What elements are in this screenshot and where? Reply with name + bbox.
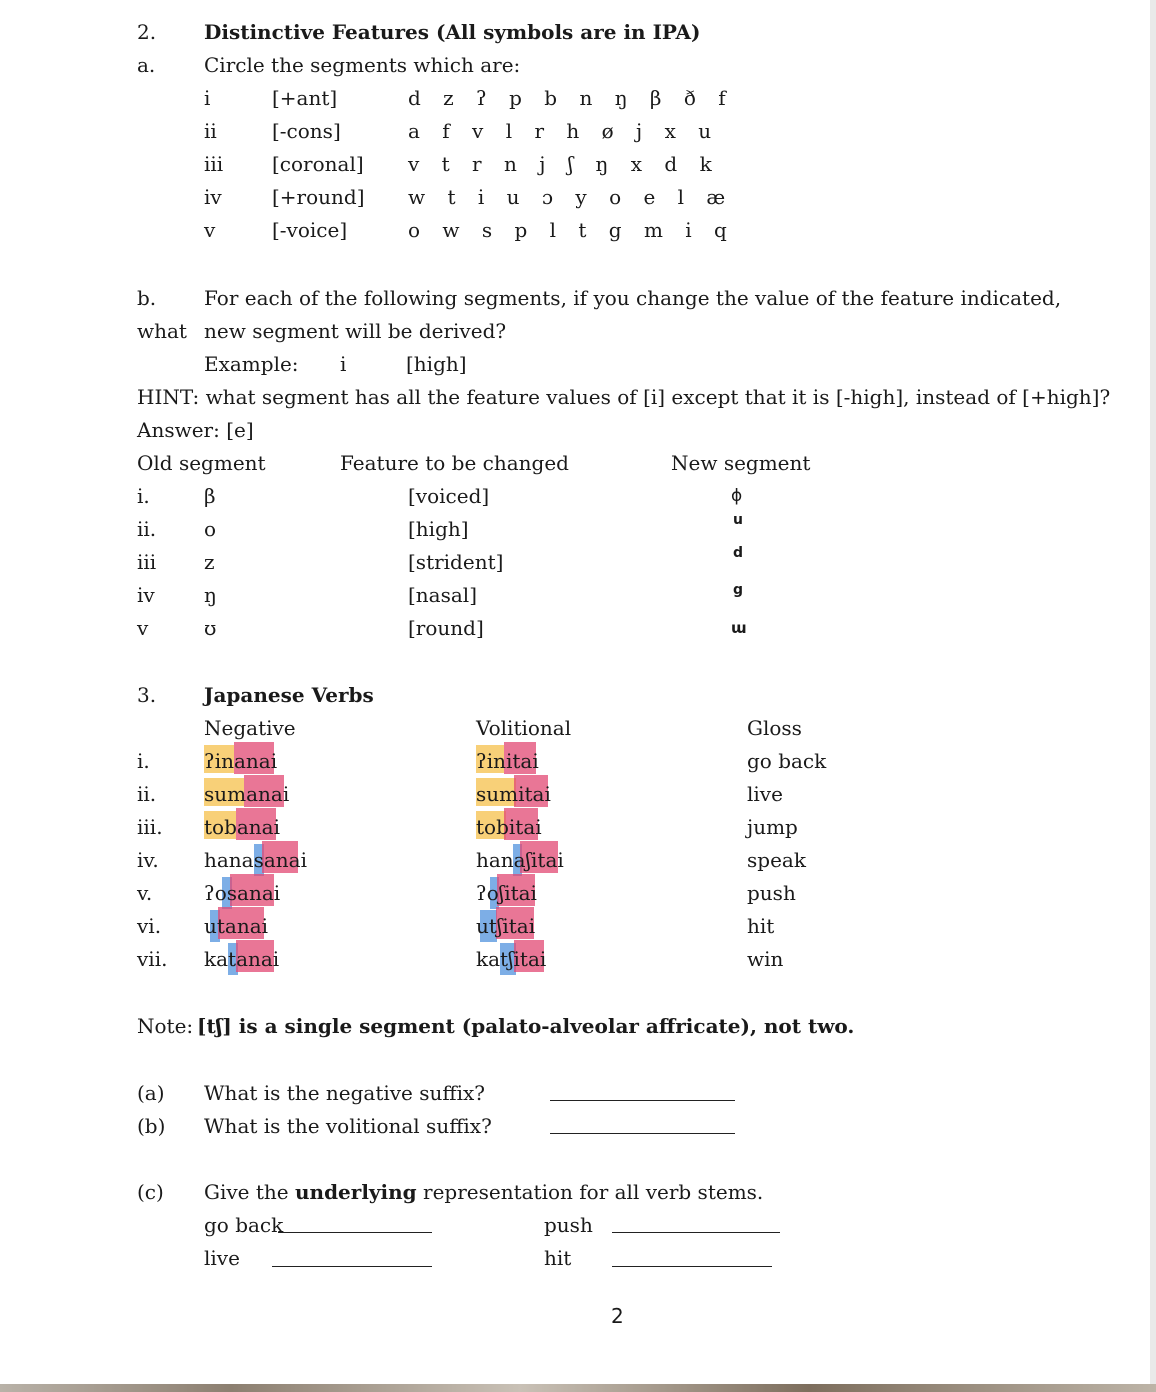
part-label: a.: [137, 53, 156, 77]
answer-blank-volitional-suffix[interactable]: [550, 1133, 735, 1134]
part-label: b.: [137, 286, 157, 310]
section-title: Distinctive Features (All symbols are in IPA): [204, 20, 701, 44]
row-number: vi.: [137, 914, 162, 938]
gloss: hit: [747, 914, 775, 938]
volitional-form: hanaʃitai: [476, 848, 564, 872]
question-number: 3.: [137, 683, 157, 707]
negative-form: ʔinanai: [204, 749, 278, 773]
negative-form: tobanai: [204, 815, 281, 839]
gloss: live: [747, 782, 783, 806]
row-number: i: [204, 86, 211, 110]
column-header-volitional: Volitional: [476, 716, 572, 740]
row-number: iv.: [137, 848, 159, 872]
instruction-text: For each of the following segments, if you change the value of the feature indicated,: [204, 286, 1062, 310]
feature-label: [-voice]: [272, 218, 348, 242]
segment-list[interactable]: d z ʔ p b n ŋ β ð f: [408, 86, 734, 110]
feature-changed: [round]: [408, 616, 484, 640]
desk-background-strip: [0, 1384, 1156, 1392]
example-segment: i: [340, 352, 347, 376]
question-number: 2.: [137, 20, 157, 44]
answer-blank-hit[interactable]: [612, 1266, 772, 1267]
instruction-text: what: [137, 319, 187, 343]
gloss: go back: [747, 749, 827, 773]
question-text: What is the volitional suffix?: [204, 1114, 492, 1138]
row-number: v: [204, 218, 216, 242]
row-number: v.: [137, 881, 153, 905]
row-number: ii.: [137, 517, 157, 541]
gloss: push: [747, 881, 796, 905]
column-header-new-segment: New segment: [671, 451, 811, 475]
feature-changed: [strident]: [408, 550, 504, 574]
row-number: iv: [204, 185, 222, 209]
stem-label-push: push: [544, 1213, 593, 1237]
negative-form: ʔosanai: [204, 881, 281, 905]
feature-label: [-cons]: [272, 119, 341, 143]
note-text: [tʃ] is a single segment (palato-alveolar affricate), not two.: [197, 1014, 855, 1038]
volitional-form: utʃitai: [476, 914, 536, 938]
instruction-text: new segment will be derived?: [204, 319, 507, 343]
feature-changed: [nasal]: [408, 583, 477, 607]
volitional-form: katʃitai: [476, 947, 547, 971]
segment-list[interactable]: o w s p l t g m i q: [408, 218, 735, 242]
row-number: iii: [137, 550, 157, 574]
new-segment-answer[interactable]: d: [733, 545, 744, 561]
new-segment-answer[interactable]: ɯ: [731, 619, 747, 637]
row-number: ii: [204, 119, 217, 143]
volitional-form: tobitai: [476, 815, 542, 839]
gloss: speak: [747, 848, 806, 872]
answer-blank-go-back[interactable]: [278, 1232, 432, 1233]
example-label: Example:: [204, 352, 299, 376]
question-label: (a): [137, 1081, 165, 1105]
page-number: 2: [611, 1304, 624, 1328]
row-number: vii.: [137, 947, 168, 971]
instruction-text: Circle the segments which are:: [204, 53, 521, 77]
column-header-gloss: Gloss: [747, 716, 802, 740]
section-title: Japanese Verbs: [204, 683, 374, 707]
segment-list[interactable]: w t i u ɔ y o e l æ: [408, 185, 734, 209]
feature-label: [coronal]: [272, 152, 364, 176]
row-number: iv: [137, 583, 155, 607]
answer-blank-push[interactable]: [612, 1232, 780, 1233]
old-segment: ŋ: [204, 583, 217, 607]
column-header-old-segment: Old segment: [137, 451, 266, 475]
row-number: iii.: [137, 815, 163, 839]
old-segment: β: [204, 484, 216, 508]
answer-blank-live[interactable]: [272, 1266, 432, 1267]
segment-list[interactable]: a f v l r h ø j x u: [408, 119, 720, 143]
segment-list[interactable]: v t r n j ʃ ŋ x d k: [408, 152, 720, 176]
new-segment-answer[interactable]: g: [733, 582, 744, 598]
stem-label-go-back: go back: [204, 1213, 284, 1237]
question-text: What is the negative suffix?: [204, 1081, 486, 1105]
old-segment: z: [204, 550, 215, 574]
old-segment: o: [204, 517, 217, 541]
negative-form: sumanai: [204, 782, 290, 806]
note-label: Note:: [137, 1014, 194, 1038]
row-number: iii: [204, 152, 224, 176]
feature-label: [+round]: [272, 185, 365, 209]
feature-changed: [high]: [408, 517, 469, 541]
row-number: ii.: [137, 782, 157, 806]
feature-label: [+ant]: [272, 86, 338, 110]
row-number: i.: [137, 749, 150, 773]
answer-text: Answer: [e]: [137, 418, 254, 442]
negative-form: utanai: [204, 914, 269, 938]
question-label: (b): [137, 1114, 166, 1138]
volitional-form: ʔoʃitai: [476, 881, 537, 905]
example-feature: [high]: [406, 352, 467, 376]
old-segment: ʊ: [204, 616, 217, 640]
hint-text: HINT: what segment has all the feature values of [i] except that it is [-high], instead of [+high]?: [137, 385, 1111, 409]
page-edge: [1150, 0, 1156, 1392]
answer-blank-negative-suffix[interactable]: [550, 1100, 735, 1101]
gloss: jump: [747, 815, 798, 839]
gloss: win: [747, 947, 784, 971]
row-number: v: [137, 616, 149, 640]
negative-form: katanai: [204, 947, 280, 971]
volitional-form: sumitai: [476, 782, 551, 806]
question-label: (c): [137, 1180, 164, 1204]
feature-changed: [voiced]: [408, 484, 490, 508]
row-number: i.: [137, 484, 150, 508]
negative-form: hanasanai: [204, 848, 307, 872]
column-header-feature: Feature to be changed: [340, 451, 569, 475]
new-segment-answer[interactable]: u: [733, 512, 743, 528]
stem-label-live: live: [204, 1246, 240, 1270]
new-segment-answer[interactable]: ɸ: [731, 486, 743, 506]
stem-label-hit: hit: [544, 1246, 572, 1270]
question-text: Give the underlying representation for all verb stems.: [204, 1180, 764, 1204]
column-header-negative: Negative: [204, 716, 296, 740]
volitional-form: ʔinitai: [476, 749, 539, 773]
